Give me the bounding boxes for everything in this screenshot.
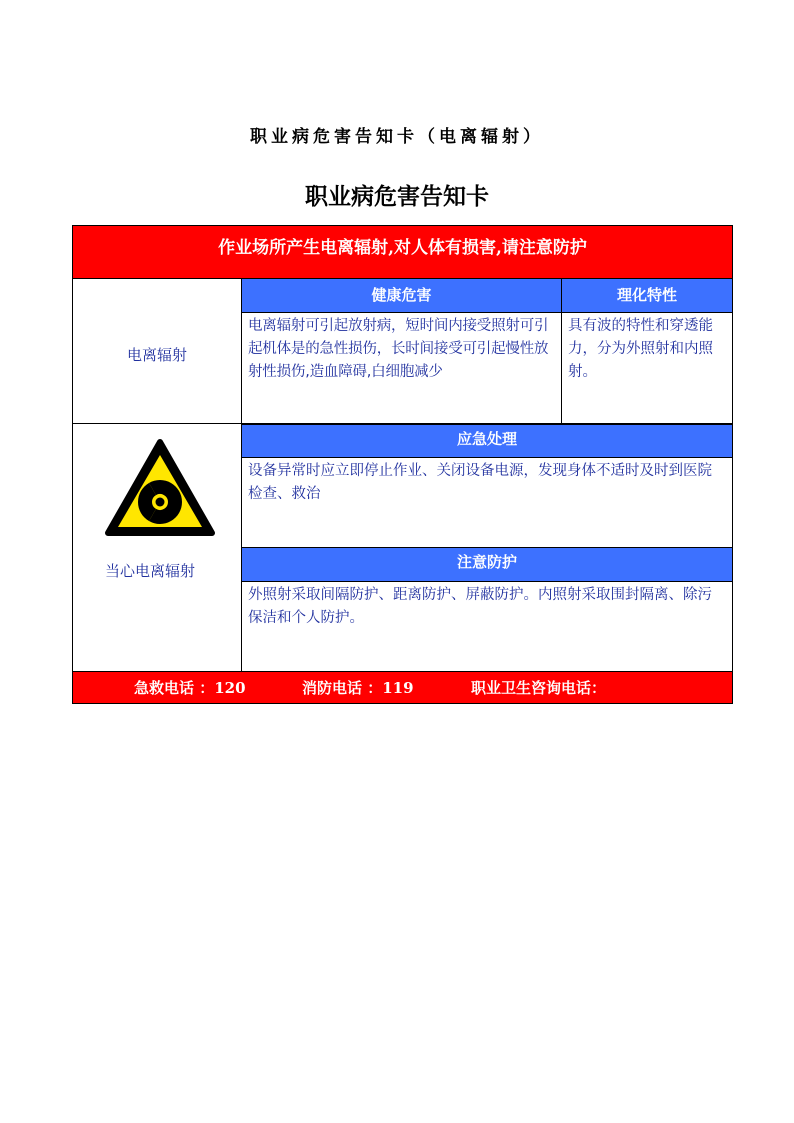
health-hazard-header: 健康危害 (241, 279, 561, 313)
properties-text: 具有波的特性和穿透能力，分为外照射和内照射。 (561, 313, 732, 424)
emergency-contacts-bar (73, 671, 732, 703)
emergency-text: 设备异常时应立即停止作业、关闭设备电源，发现身体不适时及时到医院检查、救治 (241, 457, 732, 547)
protection-text: 外照射采取间隔防护、距离防护、屏蔽防护。内照射采取围封隔离、除污保洁和个人防护。 (241, 581, 732, 671)
warning-banner (73, 226, 732, 279)
hazard-notice-card (72, 225, 733, 704)
radiation-warning-icon (104, 438, 216, 538)
first-aid-phone: 急救电话 ：120 (134, 679, 246, 697)
hazard-name-cell (73, 279, 241, 424)
fire-phone: 消防电话 ：119 (302, 679, 414, 697)
emergency-header: 应急处理 (241, 424, 732, 457)
warning-sign-label: 当心电离辐射 (104, 562, 195, 580)
warning-sign-cell (73, 424, 241, 671)
protection-header: 注意防护 (241, 547, 732, 581)
hazard-name: 电离辐射 (126, 346, 187, 364)
warning-banner-text: 作业场所产生电离辐射,对人体有损害,请注意防护 (218, 238, 587, 258)
occupational-health-phone: 职业卫生咨询电话： (471, 679, 607, 697)
document-heading: 职业病危害告知卡（电离辐射） (250, 127, 544, 147)
health-hazard-text: 电离辐射可引起放射病，短时间内接受照射可引起机体是的急性损伤，长时间接受可引起慢性放射性损伤,造血障碍,白细胞减少 (241, 313, 561, 424)
properties-header: 理化特性 (561, 279, 732, 313)
card-title: 职业病危害告知卡 (305, 183, 489, 210)
